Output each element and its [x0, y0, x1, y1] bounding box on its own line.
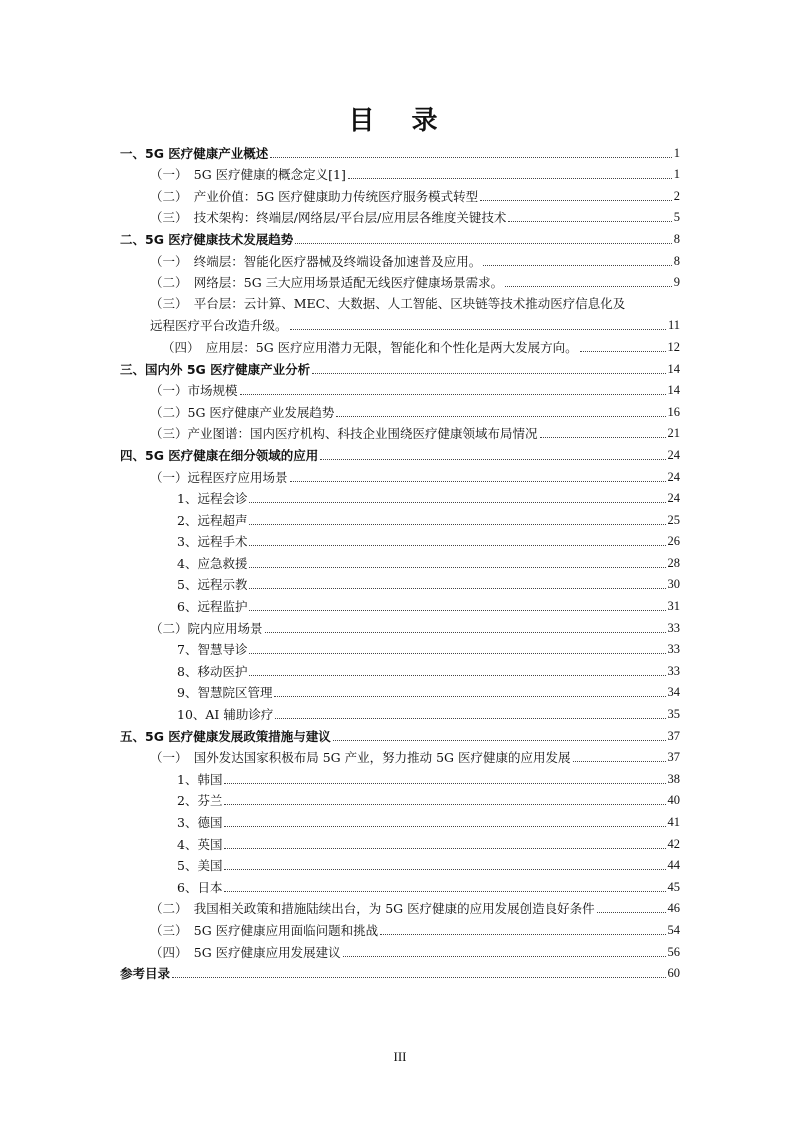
toc-entry[interactable]: [120, 808, 680, 830]
toc-page-number: 24: [667, 491, 680, 506]
toc-page-number: 16: [667, 404, 680, 419]
toc-entry-text: 9、智慧院区管理: [177, 685, 273, 701]
toc-leader-dots: [265, 632, 666, 633]
toc-page-number: 42: [667, 836, 680, 851]
toc-leader-dots: [249, 653, 665, 654]
toc-page-number: 25: [667, 512, 680, 527]
toc-leader-dots: [380, 934, 665, 935]
toc-entry-text: 6、日本: [177, 879, 223, 895]
toc-entry[interactable]: [120, 787, 680, 809]
toc-leader-dots: [275, 718, 665, 719]
toc-entry[interactable]: [120, 765, 680, 787]
toc-page-number: 54: [667, 922, 680, 937]
toc-entry-text: 1、远程会诊: [177, 491, 248, 507]
toc-entry[interactable]: [120, 485, 680, 507]
toc-leader-dots: [573, 761, 666, 762]
toc-entry[interactable]: [120, 312, 680, 334]
toc-entry-text: （一）市场规模: [150, 383, 238, 399]
toc-leader-dots: [224, 869, 665, 870]
toc-leader-dots: [508, 221, 671, 222]
toc-entry-text: 五、5G 医疗健康发展政策措施与建议: [120, 728, 331, 744]
toc-entry[interactable]: [120, 549, 680, 571]
toc-leader-dots: [597, 912, 666, 913]
toc-page-number: 37: [667, 728, 680, 743]
toc-entry-text: （四） 应用层：5G 医疗应用潜力无限，智能化和个性化是两大发展方向。: [162, 339, 578, 355]
toc-entry[interactable]: [120, 873, 680, 895]
toc-entry[interactable]: [120, 960, 680, 982]
toc-leader-dots: [224, 783, 665, 784]
toc-page-number: 1: [673, 145, 680, 160]
toc-entry-text: （一） 5G 医疗健康的概念定义[1]: [150, 167, 346, 183]
toc-entry-text: 参考目录: [120, 966, 171, 982]
toc-page-number: 35: [667, 707, 680, 722]
toc-entry[interactable]: [120, 571, 680, 593]
toc-page-number: 5: [673, 210, 680, 225]
toc-leader-dots: [580, 351, 666, 352]
toc-entry-text: 4、应急救援: [177, 555, 248, 571]
toc-entry-text: 6、远程监护: [177, 599, 248, 615]
toc-entry-text: （二）5G 医疗健康产业发展趋势: [150, 404, 335, 420]
toc-entry-text: 二、5G 医疗健康技术发展趋势: [120, 231, 294, 247]
toc-leader-dots: [249, 567, 665, 568]
toc-leader-dots: [249, 524, 665, 525]
toc-entry-text: 1、韩国: [177, 771, 223, 787]
toc-entry[interactable]: [120, 225, 680, 247]
toc-entry-text: （三）产业图谱：国内医疗机构、科技企业围绕医疗健康领域布局情况: [150, 426, 538, 442]
toc-leader-dots: [224, 804, 665, 805]
toc-page-number: 28: [667, 555, 680, 570]
toc-page-number: 56: [667, 944, 680, 959]
toc-entry-text: 四、5G 医疗健康在细分领域的应用: [120, 447, 319, 463]
toc-entry-text: （二） 网络层：5G 三大应用场景适配无线医疗健康场景需求。: [150, 275, 504, 291]
toc-leader-dots: [249, 675, 665, 676]
toc-entry-text: （二） 我国相关政策和措施陆续出台，为 5G 医疗健康的应用发展创造良好条件: [150, 901, 595, 917]
toc-entry-text: （三） 技术架构：终端层/网络层/平台层/应用层各维度关键技术: [150, 210, 507, 226]
toc-entry[interactable]: [120, 657, 680, 679]
toc-entry[interactable]: [120, 420, 680, 442]
toc-page-number: 31: [667, 599, 680, 614]
toc-page-number: 12: [667, 339, 680, 354]
toc-leader-dots: [290, 329, 666, 330]
toc-entry-text: 远程医疗平台改造升级。: [150, 318, 288, 334]
toc-entry[interactable]: [120, 528, 680, 550]
toc-entry[interactable]: [120, 204, 680, 226]
toc-entry[interactable]: [120, 679, 680, 701]
toc-leader-dots: [336, 416, 665, 417]
toc-leader-dots: [348, 178, 672, 179]
toc-entry[interactable]: [120, 161, 680, 183]
toc-entry-text: 4、英国: [177, 836, 223, 852]
toc-entry[interactable]: [120, 636, 680, 658]
page-number: III: [393, 1049, 407, 1064]
toc-page-number: 24: [667, 447, 680, 462]
toc-entry[interactable]: [120, 290, 680, 312]
toc-entry[interactable]: [120, 852, 680, 874]
toc-entry-text: （一） 国外发达国家积极布局 5G 产业，努力推动 5G 医疗健康的应用发展: [150, 750, 571, 766]
toc-leader-dots: [312, 373, 665, 374]
toc-page-number: 44: [667, 858, 680, 873]
toc-entry-text: 5、远程示教: [177, 577, 248, 593]
toc-entry-text: （四） 5G 医疗健康应用发展建议: [150, 944, 341, 960]
toc-entry-text: 8、移动医护: [177, 663, 248, 679]
toc-page-number: 14: [667, 383, 680, 398]
toc-page-number: 1: [673, 167, 680, 182]
toc-page-number: 34: [667, 685, 680, 700]
toc-entry-text: 2、芬兰: [177, 793, 223, 809]
toc-page-number: 45: [667, 879, 680, 894]
toc-leader-dots: [274, 696, 665, 697]
toc-entry-text: （一）远程医疗应用场景: [150, 469, 288, 485]
toc-entry-text: 5、美国: [177, 858, 223, 874]
toc-entry[interactable]: [120, 139, 680, 161]
toc-entry-text: （三） 5G 医疗健康应用面临问题和挑战: [150, 922, 379, 938]
toc-page-number: 24: [667, 469, 680, 484]
toc-page-number: 21: [667, 426, 680, 441]
toc-entry-text: （二）院内应用场景: [150, 620, 263, 636]
toc-entry-text: 7、智慧导诊: [177, 642, 248, 658]
toc-entry[interactable]: [120, 269, 680, 291]
toc-page-number: 11: [667, 318, 680, 333]
toc-entry-text: （二） 产业价值：5G 医疗健康助力传统医疗服务模式转型: [150, 188, 479, 204]
toc-leader-dots: [249, 610, 665, 611]
toc-entry[interactable]: [120, 614, 680, 636]
toc-entry-text: （三） 平台层：云计算、MEC、大数据、人工智能、区块链等技术推动医疗信息化及: [150, 295, 626, 311]
toc-entry[interactable]: [120, 463, 680, 485]
toc-entry[interactable]: [120, 700, 680, 722]
toc-entry-text: 三、国内外 5G 医疗健康产业分析: [120, 361, 311, 377]
toc-page-number: 30: [667, 577, 680, 592]
toc-entry-text: 3、德国: [177, 815, 223, 830]
toc-leader-dots: [240, 394, 666, 395]
toc-page-number: 9: [673, 275, 680, 290]
toc-leader-dots: [343, 956, 666, 957]
toc-entry-text: 2、远程超声: [177, 512, 248, 528]
toc-entry[interactable]: [120, 895, 680, 917]
toc-entry[interactable]: [120, 377, 680, 399]
toc-leader-dots: [224, 848, 665, 849]
toc-leader-dots: [295, 243, 671, 244]
toc-page-number: 38: [667, 771, 680, 786]
toc-entry[interactable]: [120, 247, 680, 269]
toc-entry[interactable]: [120, 506, 680, 528]
table-of-contents: [120, 139, 680, 981]
toc-leader-dots: [480, 200, 672, 201]
toc-page-number: 46: [667, 901, 680, 916]
toc-entry[interactable]: [120, 398, 680, 420]
toc-page-number: 41: [667, 815, 680, 829]
page-title: 目 录: [348, 106, 452, 136]
toc-entry[interactable]: [120, 355, 680, 377]
toc-page-number: 14: [667, 361, 680, 376]
toc-leader-dots: [270, 157, 671, 158]
toc-entry[interactable]: [120, 830, 680, 852]
toc-page-number: 33: [667, 642, 680, 657]
toc-entry-text: 10、AI 辅助诊疗: [177, 707, 274, 723]
toc-entry-text: 一、5G 医疗健康产业概述: [120, 145, 269, 161]
toc-entry[interactable]: [120, 916, 680, 938]
toc-entry[interactable]: [120, 722, 680, 744]
toc-leader-dots: [249, 502, 665, 503]
toc-leader-dots: [224, 891, 665, 892]
toc-leader-dots: [290, 481, 666, 482]
toc-entry[interactable]: [120, 182, 680, 204]
toc-entry[interactable]: [120, 744, 680, 766]
toc-page-number: 26: [667, 534, 680, 549]
toc-leader-dots: [224, 826, 665, 827]
toc-page-number: 40: [667, 793, 680, 808]
toc-entry[interactable]: [120, 441, 680, 463]
toc-entry[interactable]: [120, 592, 680, 614]
toc-leader-dots: [505, 286, 672, 287]
toc-page-number: 8: [673, 253, 680, 268]
toc-leader-dots: [320, 459, 665, 460]
toc-page-number: 33: [667, 620, 680, 635]
toc-leader-dots: [483, 265, 671, 266]
toc-entry[interactable]: [120, 333, 680, 355]
toc-page-number: 33: [667, 663, 680, 678]
toc-leader-dots: [333, 740, 666, 741]
toc-entry-text: 3、远程手术: [177, 534, 248, 550]
toc-leader-dots: [172, 977, 665, 978]
toc-page-number: 8: [673, 231, 680, 246]
toc-page-number: 60: [667, 966, 680, 981]
toc-entry[interactable]: [120, 938, 680, 960]
toc-leader-dots: [540, 437, 666, 438]
toc-entry-text: （一） 终端层：智能化医疗器械及终端设备加速普及应用。: [150, 253, 482, 269]
toc-leader-dots: [249, 545, 665, 546]
toc-page-number: 2: [673, 188, 680, 203]
toc-leader-dots: [249, 588, 665, 589]
toc-page-number: 37: [667, 750, 680, 765]
